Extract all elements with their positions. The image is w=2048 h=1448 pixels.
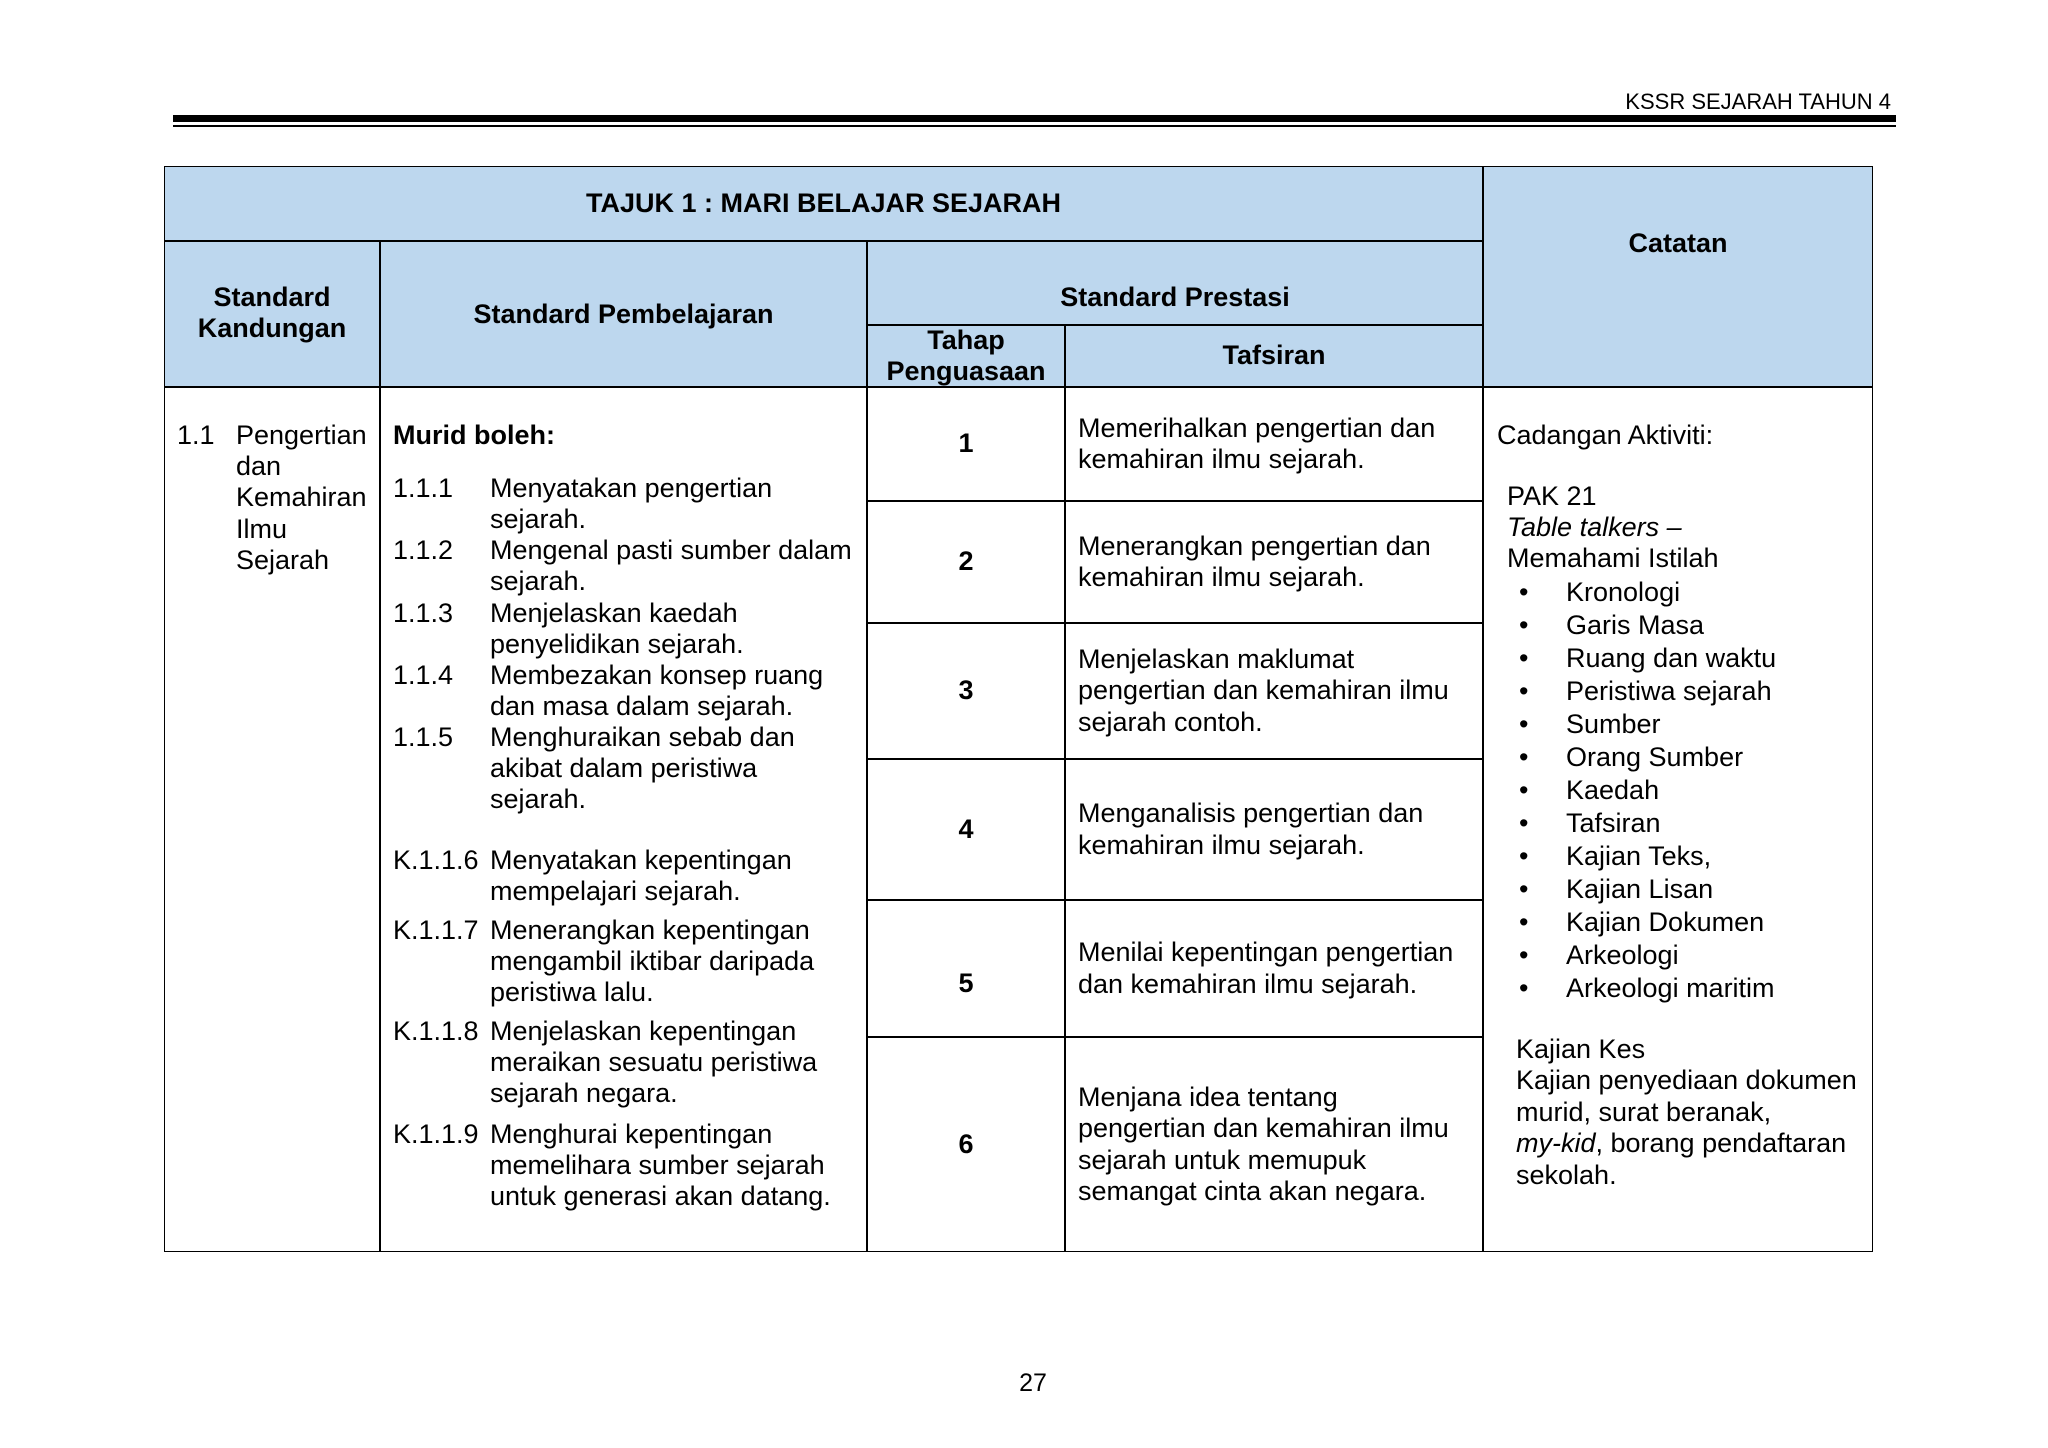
learning-standard-code: 1.1.3: [393, 598, 454, 628]
page-number: 27: [1019, 1369, 1047, 1397]
content-standard-line: dan: [236, 451, 282, 482]
tahap-level: 4: [958, 813, 974, 844]
tafsiran-line: kemahiran ilmu sejarah.: [1078, 444, 1365, 474]
learning-standard-line: sejarah.: [490, 504, 587, 535]
learning-standard-line: Menerangkan kepentingan: [490, 915, 810, 945]
istilah-list: [1519, 576, 1776, 1005]
learning-standard-line: Menyatakan pengertian: [490, 473, 773, 503]
bullet-icon: [1519, 906, 1528, 939]
header-standard-pembelajaran: Standard Pembelajaran: [473, 299, 774, 329]
list-item-text: Garis Masa: [1566, 610, 1705, 640]
list-item: [1519, 642, 1776, 675]
bullet-icon: [1519, 675, 1528, 708]
list-item: [1519, 807, 1776, 840]
content-standard-line: Sejarah: [236, 544, 330, 575]
list-item: [1519, 741, 1776, 774]
list-item-text: Kaedah: [1566, 775, 1660, 805]
bullet-icon: [1519, 642, 1528, 675]
tafsiran-line: Menerangkan pengertian dan: [1078, 530, 1431, 561]
learning-standard-line: Menghuraikan sebab dan: [490, 722, 795, 752]
learning-standard-code: 1.1.4: [393, 660, 454, 690]
learning-standard-code: K.1.1.6: [393, 845, 479, 875]
kajian-kes-heading: Kajian Kes: [1516, 1034, 1646, 1064]
list-item: [1519, 972, 1776, 1005]
tahap-level: 2: [958, 546, 974, 577]
learning-standard-line: Membezakan konsep ruang: [490, 660, 824, 690]
header-line: Kandungan: [197, 313, 347, 344]
list-item-text: Tafsiran: [1566, 808, 1661, 838]
learning-standard-code: 1.1.1: [393, 473, 454, 503]
tafsiran-cell: [1065, 900, 1483, 1037]
learning-standard-code: K.1.1.8: [393, 1016, 479, 1046]
content-standard-line: Ilmu: [236, 513, 288, 544]
list-item: [1519, 906, 1776, 939]
bullet-icon: [1519, 708, 1528, 741]
list-item-text: Peristiwa sejarah: [1566, 676, 1772, 706]
bullet-icon: [1519, 609, 1528, 642]
tafsiran-line: Menjelaskan maklumat: [1078, 644, 1355, 675]
bullet-icon: [1519, 576, 1528, 609]
kajian-kes-line: Kajian penyediaan dokumen: [1516, 1065, 1857, 1096]
bullet-icon: [1519, 939, 1528, 972]
list-item-text: Arkeologi: [1566, 940, 1679, 970]
pak21-block: [1507, 481, 1719, 575]
learning-standard-line: sejarah.: [490, 566, 587, 597]
tafsiran-line: sejarah untuk memupuk: [1078, 1144, 1367, 1175]
bullet-icon: [1519, 807, 1528, 840]
list-item-text: Sumber: [1566, 709, 1661, 739]
learning-standard-line: Menjelaskan kepentingan: [490, 1016, 797, 1046]
kajian-kes-line: murid, surat beranak,: [1516, 1096, 1772, 1127]
learning-standard-item: [393, 722, 795, 816]
learning-standard-item: [393, 473, 772, 535]
tafsiran-cell: [1065, 501, 1483, 623]
tahap-level: 1: [958, 428, 974, 459]
kajian-kes-block: [1516, 1034, 1857, 1191]
learning-standard-line: Menghurai kepentingan: [490, 1119, 773, 1149]
tahap-level: 5: [958, 967, 974, 998]
header-line: Standard: [213, 282, 331, 312]
tahap-cell: [867, 1037, 1065, 1252]
tafsiran-line: dan kemahiran ilmu sejarah.: [1078, 968, 1418, 999]
list-item: [1519, 609, 1776, 642]
tafsiran-line: Menganalisis pengertian dan: [1078, 798, 1424, 829]
learning-standard-line: untuk generasi akan datang.: [490, 1181, 831, 1212]
learning-standard-line: memelihara sumber sejarah: [490, 1150, 825, 1181]
tafsiran-cell: [1065, 1037, 1483, 1252]
tafsiran-line: semangat cinta akan negara.: [1078, 1175, 1427, 1206]
tafsiran-line: pengertian dan kemahiran ilmu: [1078, 1113, 1449, 1144]
table-title: TAJUK 1 : MARI BELAJAR SEJARAH: [585, 188, 1062, 218]
tahap-cell: [867, 759, 1065, 900]
list-item: [1519, 576, 1776, 609]
learning-standard-line: akibat dalam peristiwa: [490, 753, 758, 784]
learning-standard-line: sejarah negara.: [490, 1078, 678, 1109]
tafsiran-cell: [1065, 759, 1483, 900]
tahap-cell: [867, 387, 1065, 501]
learning-standard-line: Menyatakan kepentingan: [490, 845, 792, 875]
learning-standard-line: Menjelaskan kaedah: [490, 598, 738, 628]
bullet-icon: [1519, 873, 1528, 906]
learning-standard-intro: Murid boleh:: [393, 420, 555, 450]
header-tafsiran: Tafsiran: [1222, 340, 1326, 370]
header-catatan: Catatan: [1628, 228, 1728, 258]
kajian-kes-italic-term: my-kid: [1516, 1128, 1596, 1159]
learning-standard-item: [393, 598, 744, 660]
list-item: [1519, 774, 1776, 807]
kajian-kes-line: [1516, 1128, 1857, 1159]
header-line: Penguasaan: [886, 356, 1046, 387]
learning-standard-line: meraikan sesuatu peristiwa: [490, 1047, 818, 1078]
tafsiran-line: Menilai kepentingan pengertian: [1078, 937, 1454, 968]
pak21-label: PAK 21: [1507, 481, 1597, 511]
tahap-cell: [867, 900, 1065, 1037]
tafsiran-line: Menjana idea tentang: [1078, 1082, 1338, 1113]
bullet-icon: [1519, 741, 1528, 774]
tafsiran-line: kemahiran ilmu sejarah.: [1078, 562, 1365, 592]
tahap-level: 3: [958, 675, 974, 706]
content-standard-line: Kemahiran: [236, 482, 367, 513]
learning-standard-item: [393, 845, 792, 907]
learning-standard-line: dan masa dalam sejarah.: [490, 691, 794, 722]
learning-standard-line: mengambil iktibar daripada: [490, 946, 815, 977]
table-border-line: [379, 241, 381, 1252]
header-rule-thick: [173, 115, 1896, 122]
list-item: [1519, 840, 1776, 873]
learning-standard-code: K.1.1.7: [393, 915, 479, 945]
list-item-text: Kronologi: [1566, 577, 1681, 607]
tafsiran-line: kemahiran ilmu sejarah.: [1078, 829, 1365, 860]
list-item-text: Kajian Teks,: [1566, 841, 1712, 871]
list-item-text: Kajian Lisan: [1566, 874, 1714, 904]
learning-standard-item: [393, 660, 823, 722]
tahap-cell: [867, 501, 1065, 623]
list-item-text: Orang Sumber: [1566, 742, 1744, 772]
learning-standard-line: penyelidikan sejarah.: [490, 629, 744, 660]
tafsiran-line: Memerihalkan pengertian dan: [1078, 412, 1436, 443]
learning-standard-line: sejarah.: [490, 784, 587, 815]
learning-standard-line: mempelajari sejarah.: [490, 876, 741, 907]
table-border-line: [164, 240, 1483, 242]
header-tahap-penguasaan: [867, 325, 1065, 387]
learning-standard-code: 1.1.5: [393, 722, 454, 752]
bullet-icon: [1519, 972, 1528, 1005]
tafsiran-line: sejarah contoh.: [1078, 706, 1263, 737]
list-item: [1519, 675, 1776, 708]
learning-standard-item: [393, 535, 852, 597]
list-item: [1519, 873, 1776, 906]
learning-standard-code: K.1.1.9: [393, 1119, 479, 1149]
content-standard-number: 1.1: [177, 420, 215, 450]
learning-standard-line: Mengenal pasti sumber dalam: [490, 535, 852, 565]
learning-standard-item: [393, 1016, 817, 1110]
kajian-kes-line: sekolah.: [1516, 1159, 1617, 1190]
learning-standard-item: [393, 915, 814, 1009]
learning-standard-line: peristiwa lalu.: [490, 977, 654, 1008]
learning-standard-item: [393, 1119, 831, 1213]
bullet-icon: [1519, 774, 1528, 807]
content-standard-line: Pengertian: [236, 420, 367, 450]
tahap-cell: [867, 623, 1065, 759]
list-item: [1519, 939, 1776, 972]
tafsiran-cell: [1065, 387, 1483, 501]
header-standard-prestasi: Standard Prestasi: [1060, 282, 1290, 312]
running-header: KSSR SEJARAH TAHUN 4: [1625, 89, 1891, 114]
list-item-text: Arkeologi maritim: [1566, 973, 1775, 1003]
header-line: Tahap: [927, 325, 1005, 355]
header-standard-kandungan: [164, 282, 380, 344]
header-rule-thin: [173, 125, 1896, 127]
tahap-level: 6: [958, 1128, 974, 1159]
list-item: [1519, 708, 1776, 741]
content-standard-title: [236, 420, 367, 576]
tafsiran-line: pengertian dan kemahiran ilmu: [1078, 675, 1449, 706]
list-item-text: Ruang dan waktu: [1566, 643, 1777, 673]
bullet-icon: [1519, 840, 1528, 873]
list-item-text: Kajian Dokumen: [1566, 907, 1765, 937]
catatan-heading: Cadangan Aktiviti:: [1497, 420, 1714, 450]
tafsiran-cell: [1065, 623, 1483, 759]
learning-standard-code: 1.1.2: [393, 535, 454, 565]
kajian-kes-line-text: , borang pendaftaran: [1595, 1128, 1847, 1159]
pak21-subtitle: Memahami Istilah: [1507, 543, 1719, 574]
pak21-activity: Table talkers –: [1507, 512, 1682, 543]
